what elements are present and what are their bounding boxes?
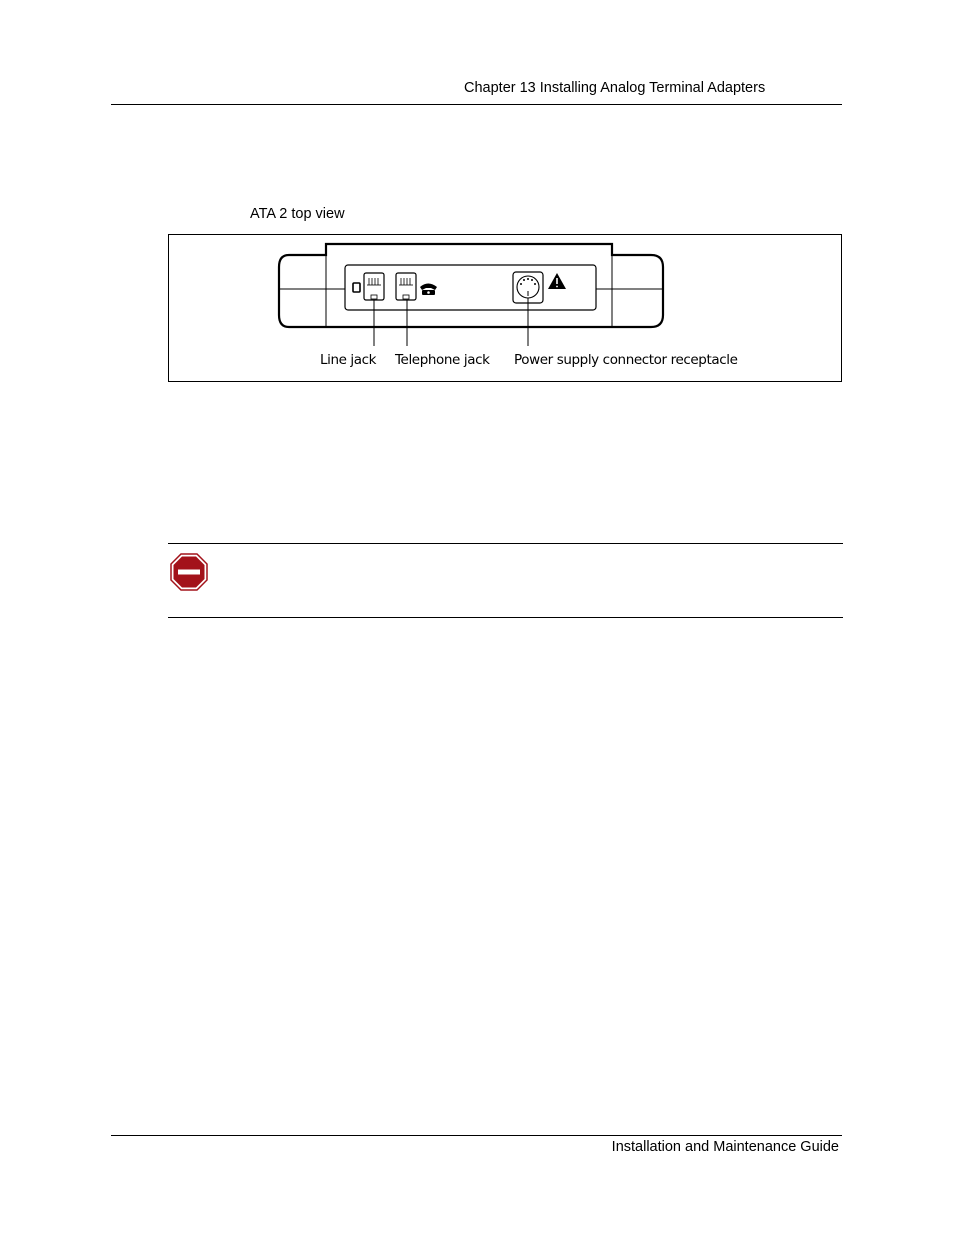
line-jack-label: Line jack <box>320 352 377 368</box>
power-connector-label: Power supply connector receptacle <box>514 352 738 368</box>
header-rule <box>111 104 842 105</box>
figure-caption: ATA 2 top view <box>250 206 345 222</box>
figure-box <box>168 234 842 382</box>
telephone-jack-port <box>396 273 416 300</box>
telephone-jack-label: Telephone jack <box>395 352 490 368</box>
running-header: Chapter 13 Installing Analog Terminal Adapters <box>464 80 766 96</box>
footer-rule <box>111 1135 842 1136</box>
notice-bottom-rule <box>168 617 843 618</box>
stop-sign-icon <box>170 553 208 591</box>
ata2-device-illustration <box>169 235 841 381</box>
line-jack-port <box>364 273 384 300</box>
running-footer: Installation and Maintenance Guide <box>611 1139 839 1155</box>
notice-top-rule <box>168 543 843 544</box>
